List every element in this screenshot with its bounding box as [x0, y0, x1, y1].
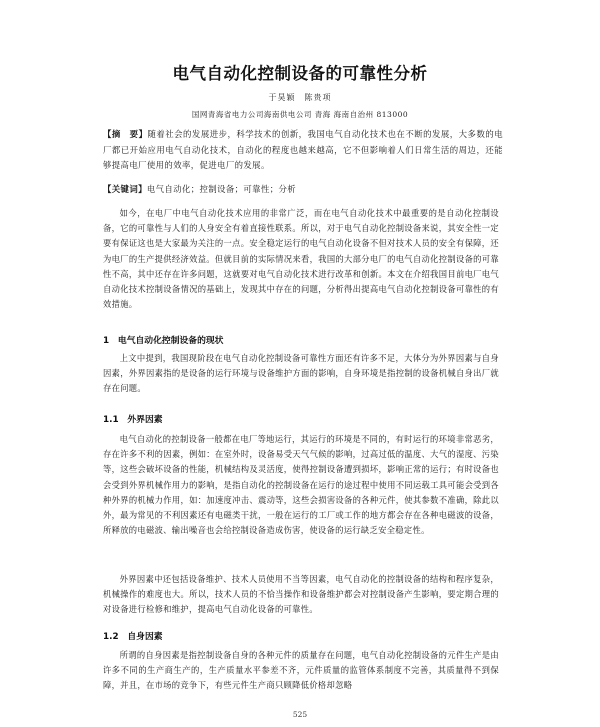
body-paragraph-external-1: 电气自动化的控制设备一般都在电厂等地运行，其运行的环境是不同的，有时运行的环境非常恶劣，存在许多不利的因素，例如：在室外时，设备易受天气气候的影响，过高过低的温度、大气的湿度、污染等，这些会破坏设备的性能，机械结构及灵活度，使得控制设备遭到损坏，影响正常的运行；有时设备也会受到外界机械作用力的影响，是指自动化的控制设备在运行的途过程中使用不同运载工具可能会受到各种外界的机械力作用，如：加速度冲击、震动等，这些会损害设备的各种元件，使其参数不准确，除此以外，最为常见的不利因素还有电磁类干扰，一般在运行的工厂或工作的地方都会存在各种电磁波的设备，所释放的电磁波、输出噪音也会给控制设备造成伤害，使设备的运行缺乏安全稳定性。	[103, 434, 499, 536]
paper-title: 电气自动化控制设备的可靠性分析	[172, 64, 428, 83]
body-paragraph-external-2: 外界因素中还包括设备维护、技术人员使用不当等因素，电气自动化的控制设备的结构和程序复杂，机械操作的难度也大。所以，技术人员的不恰当操作和设备维护都会对控制设备产生影响，要定期合理的对设备进行检修和维护，提高电气自动化设备的可靠性。	[103, 574, 499, 615]
section-heading-internal: 1.2 自身因素	[103, 632, 163, 642]
abstract-label: 【摘 要】	[103, 129, 148, 139]
keywords	[103, 182, 503, 197]
body-paragraph-intro: 如今，在电厂中电气自动化技术应用的非常广泛，而在电气自动化技术中最重要的是自动化控制设备，它的可靠性与人们的人身安全有着直接性联系。所以，对于电气自动化控制设备来说，其安全性一定要有保证这也是大家最为关注的一点。安全稳定运行的电气自动化设备不但对技术人员的安全有保障，还为电厂的生产提供经济效益。但就目前的实际情况来看，我国的大部分电厂的电气自动化控制设备的可靠性不高，其中还存在许多问题，这就要对电气自动化技术进行改革和创新。本文在介绍我国目前电厂电气自动化技术控制设备情况的基础上，发现其中存在的问题，分析得出提高电气自动化控制设备可靠性的有效措施。	[103, 208, 499, 310]
page-number: 525	[292, 710, 308, 719]
paper-authors: 于昊颖 陈贵项	[268, 93, 332, 102]
keywords-label: 【关键词】	[103, 184, 147, 194]
body-paragraph-status: 上文中提到，我国现阶段在电气自动化控制设备可靠性方面还有许多不足，大体分为外界因素与自身因素，外界因素指的是设备的运行环境与设备维护方面的影响，自身环境是指控制的设备机械自身出厂就存在问题。	[103, 353, 499, 394]
abstract	[103, 127, 503, 174]
body-paragraph-internal: 所谓的自身因素是指控制设备自身的各种元件的质量存在问题，电气自动化控制设备的元件生产是由许多不同的生产商生产的，生产质量水平参差不齐，元件质量的监管体系制度不完善，其质量得不到保障，并且，在市场的竞争下，有些元件生产商只顾降低价格却忽略	[103, 650, 499, 691]
section-heading-external: 1.1 外界因素	[103, 415, 163, 425]
section-heading-status: 1 电气自动化控制设备的现状	[103, 336, 224, 346]
paper-affiliation: 国网青海省电力公司海南供电公司 青海 海南自治州 813000	[191, 110, 409, 119]
keywords-text: 电气自动化；控制设备；可靠性；分析	[146, 184, 297, 194]
abstract-text: 随着社会的发展进步，科学技术的创新，我国电气自动化技术也在不断的发展，大多数的电厂都已开始应用电气自动化技术，自动化的程度也越来越高，它不但影响着人们日常生活的周边，还能够提高电厂使用的效率，促进电厂的发展。	[103, 129, 504, 170]
